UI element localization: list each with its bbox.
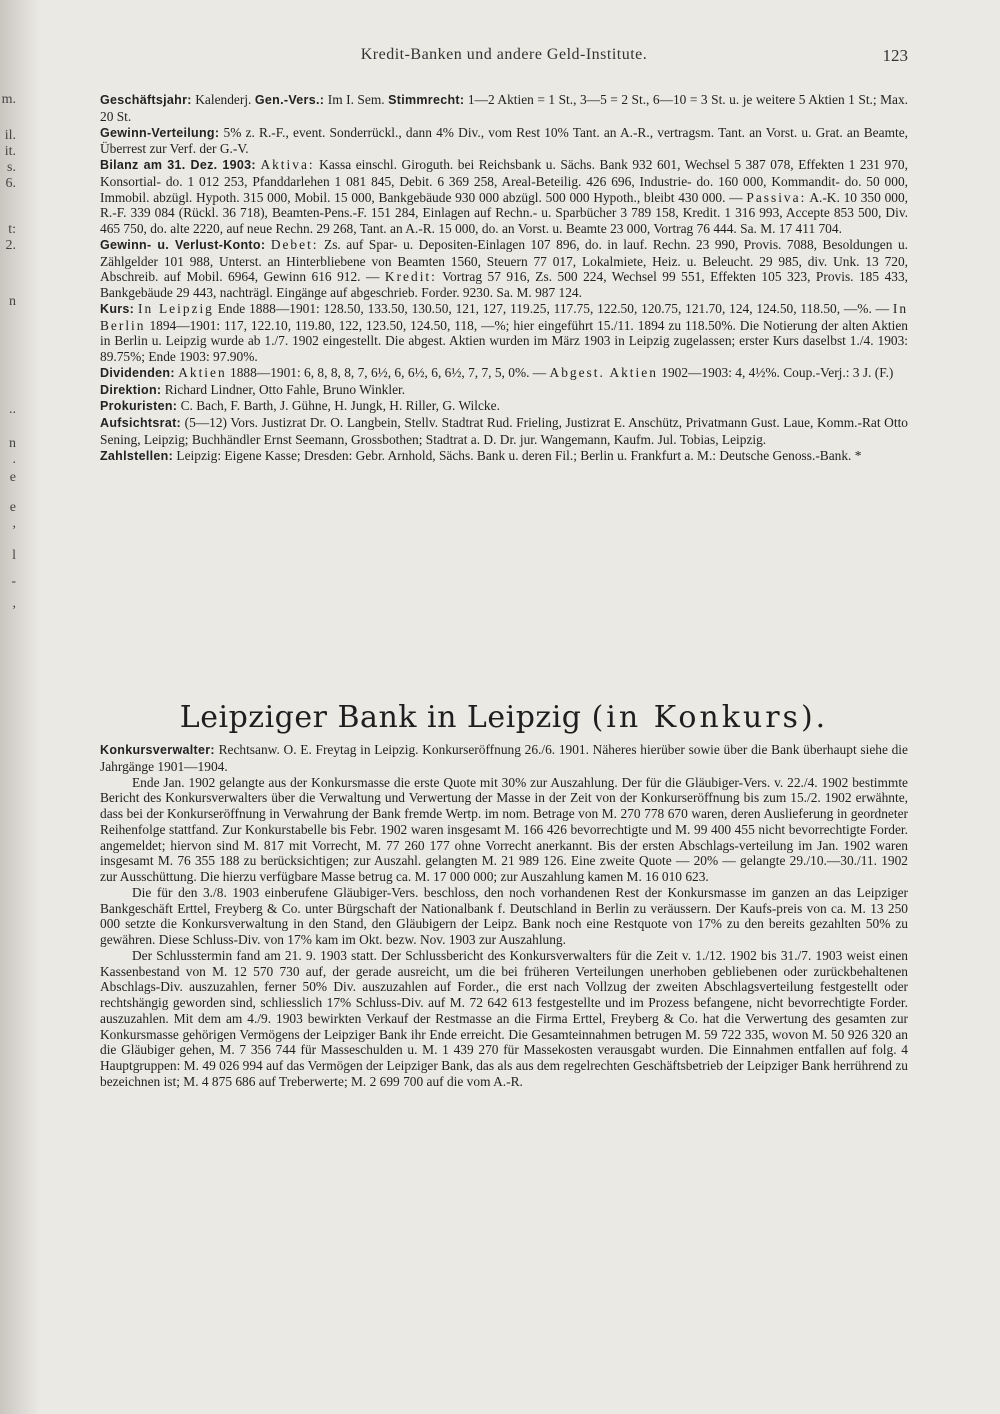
label-zahlstellen: Zahlstellen: (100, 448, 174, 463)
text-gv-kredit: Vortrag 57 916, Zs. 500 224, Wechsel 99 551, Effekten 105 323, Provis. 185 433, Bankgebäude 29 443, nachträgl. Eingänge auf abgeschrieb. Forder. 9230. Sa. M. 987 124. (100, 269, 908, 300)
section-title (100, 700, 908, 736)
word-debet: Debet: (270, 236, 319, 252)
margin-fragment: it. (4, 144, 16, 159)
margin-fragment: n (9, 436, 16, 451)
margin-fragment: e (9, 500, 16, 515)
paragraph-1: Ende Jan. 1902 gelangte aus der Konkursmasse die erste Quote mit 30% zur Auszahlung. Der für die Gläubiger-Vers. v. 22./4. 1902 bestimmte Bericht des Konkursverwalters über die Verwaltung und Verwertung der Masse in der Zeit von der Konkurseröffnung bis zum 15./2. 1902 erwähnte, dass bei der Konkurseröffnung in Verwahrung der Bank fremde Wertp. im nom. Betrage von M. 270 778 670 waren, deren Auslieferung in geordneter Reihenfolge stattfand. Zur Konkurstabelle bis Febr. 1902 waren insgesamt M. 166 426 bevorrechtigte und M. 99 400 455 nicht bevorrechtigte Forder. angemeldet; hiervon sind M. 817 mit Vorrecht, M. 77 260 177 ohne Vorrecht anerkannt. Bis der ersten Abschlags-verteilung im Jan. 1902 waren insgesamt M. 76 355 188 zu berücksichtigen; zur Auszahl. gelangten M. 21 989 126. Eine zweite Quote — 20% — gelangte 29./10.—30./11. 1902 zur Ausschüttung. Die hierzu verfügbare Masse betrug ca. M. 17 000 000; zur Auszahlung kamen M. 16 010 623. (100, 774, 908, 884)
text-bilanz-aktiva: Kassa einschl. Giroguth. bei Reichsbank u. Sächs. Bank 932 601, Wechsel 5 387 078, Effekten 1 231 970, Konsortial- do. 1 012 253, Pfanddarlehen 1 081 845, Debit. 6 369 258, Areal-Beteilig. 426 696, Industrie- do. 160 000, Kommandit- do. 50 000, Immobil. abzügl. Hypoth. 315 000, Mobil. 15 000, Bankgebäude 930 000 abzügl. 500 000 Hypoth., bleibt 430 000. — (100, 157, 908, 205)
entry-dividenden (100, 365, 908, 382)
text-zahlstellen: Leipzig: Eigene Kasse; Dresden: Gebr. Arnhold, Sächs. Bank u. deren Fil.; Berlin u. Frankfurt a. M.: Deutsche Genoss.-Bank. * (176, 447, 862, 463)
margin-fragment: il. (4, 128, 16, 143)
running-head: Kredit-Banken und andere Geld-Institute. (360, 46, 648, 63)
text-direktion: Richard Lindner, Otto Fahle, Bruno Winkler. (164, 381, 406, 397)
text-prokuristen: C. Bach, F. Barth, J. Gühne, H. Jungk, H. Riller, G. Wilcke. (180, 398, 500, 414)
text-gv-debet: Zs. auf Spar- u. Depositen-Einlagen 107 896, do. in lauf. Rechn. 23 990, Provis. 7088, Besoldungen u. Zählgelder 101 988, Unterst. an Hinterbliebene von Beamten 1560, Steuern 77 017, Lokalmiete, Heiz. u. Beleucht. 29 985, div. Unk. 13 720, Abschreib. auf Mobil. 6964, Gewinn 616 912. — (100, 236, 908, 285)
label-aufsichtsrat: Aufsichtsrat: (100, 416, 181, 430)
margin-fragment: e (9, 470, 16, 485)
margin-fragment: . (12, 452, 16, 467)
text-kurs-2: 1894—1901: 117, 122.10, 119.80, 122, 123.50, 124.50, 118, —%; hier eingeführt 15./11. 1894 zu 118.50%. Die Notierung der alten Aktien in Berlin u. Leipzig wurde ab 1./7. 1902 eingestellt. Die abgest. Aktien wurden im März 1903 in Leipzig zugelassen; erster Kurs daselbst 1./4. 1903: 89.75%; Ende 1903: 97.90%. (100, 317, 908, 364)
entry-aufsichtsrat (100, 415, 908, 448)
page-number: 123 (882, 46, 908, 65)
word-kredit: Kredit: (384, 269, 437, 285)
label-bilanz: Bilanz am 31. Dez. 1903: (100, 158, 256, 172)
margin-fragment: 2. (5, 238, 16, 253)
paragraph-2: Die für den 3./8. 1903 einberufene Gläubiger-Vers. beschloss, den noch vorhandenen Rest der Konkursmasse im ganzen an das Leipziger Bankgeschäft Erttel, Freyberg & Co. unter Bürgschaft der Nationalbank f. Deutschland in Berlin zu veräussern. Der Kaufs-preis von ca. M. 13 250 000 setzte die Konkursverwaltung in den Stand, den Gläubigern der Leipz. Bank noch eine Restquote von 17% zu den bereits gezahlten 50% zu gewähren. Diese Schluss-Div. von 17% kam im Okt. bezw. Nov. 1903 zur Auszahlung. (100, 884, 908, 947)
text-gewinn-verteilung: 5% z. R.-F., event. Sonderrückl., dann 4% Div., vom Rest 10% Tant. an A.-R., vertragsm. Tant. an Vorst. u. Grat. an Beamte, Überrest zur Verf. der G.-V. (100, 124, 908, 157)
label-gen-vers: Gen.-Vers.: (254, 93, 325, 107)
margin-fragment: s. (7, 160, 16, 175)
label-gewinn-verteilung: Gewinn-Verteilung: (100, 125, 220, 140)
entry-gewinn-verteilung (100, 125, 908, 158)
section-title-main: Leipziger Bank in Leipzig (179, 700, 582, 735)
word-aktien: Aktien (178, 364, 227, 380)
entry-gewinn-verlust (100, 237, 908, 301)
text-konkursverwalter: Rechtsanw. O. E. Freytag in Leipzig. Konkurseröffnung 26./6. 1901. Näheres hierüber sowie über die Bank überhaupt siehe die Jahrgänge 1901—1904. (100, 742, 908, 774)
label-geschaeftsjahr: Geschäftsjahr: (100, 93, 192, 107)
word-abgest-aktien: Abgest. Aktien (549, 364, 658, 380)
entry-kurs (100, 301, 908, 365)
text-gen-vers: Im I. Sem. (327, 92, 385, 107)
margin-fragment: n (9, 294, 16, 309)
label-prokuristen: Prokuristen: (100, 399, 178, 414)
text-dividenden-2: 1902—1903: 4, 4½%. Coup.-Verj.: 3 J. (F.) (661, 364, 894, 380)
word-passiva: Passiva: (746, 189, 807, 205)
margin-fragment: l (12, 548, 16, 563)
entry-zahlstellen (100, 448, 908, 465)
entry-bilanz (100, 157, 908, 237)
page-header (100, 46, 908, 70)
konkurs-block (100, 742, 908, 1090)
word-in-leipzig: In Leipzig (138, 300, 214, 316)
text-bilanz-passiva: A.-K. 10 350 000, R.-F. 339 084 (Rückl. 36 718), Beamten-Pens.-F. 151 284, Einlagen auf Rechn.- u. Sparbücher 3 789 158, Kredit. 1 316 993, Accepte 853 500, Div. 465 750, do. alte 2220, auf neue Rechn. 29 268, Tant. an A.-R. 15 000, do. an Vorst. u. Beamte 23 000, Vortrag 76 444. Sa. M. 17 411 704. (100, 189, 909, 236)
label-dividenden: Dividenden: (100, 365, 175, 380)
section-title-paren: (in Konkurs). (591, 700, 829, 735)
label-kurs: Kurs: (100, 301, 135, 316)
text-aufsichtsrat: (5—12) Vors. Justizrat Dr. O. Langbein, Stellv. Stadtrat Rud. Frieling, Justizrat E. Anschütz, Privatmann Gust. Laue, Komm.-Rat Otto Sening, Leipzig; Buchhändler Ernst Seemann, Grossbothen; Stadtrat a. D. Dr. jur. Wangemann, Kaufm. Jul. Tobias, Leipzig. (100, 415, 908, 447)
text-stimmrecht: 1—2 Aktien = 1 St., 3—5 = 2 St., 6—10 = 3 St. u. je weitere 5 Aktien 1 St.; Max. 20 St. (100, 92, 909, 124)
entry-konkursverwalter (100, 742, 908, 775)
text-dividenden: 1888—1901: 6, 8, 8, 8, 7, 6½, 6, 6½, 6, 6½, 7, 7, 5, 0%. — (230, 364, 547, 380)
binding-gutter (0, 0, 40, 1414)
entry-prokuristen (100, 398, 908, 415)
paragraph-3: Der Schlusstermin fand am 21. 9. 1903 statt. Der Schlussbericht des Konkursverwalters für die Zeit v. 1./12. 1902 bis 31./7. 1903 weist einen Kassenbestand von M. 12 570 730 auf, der gerade ausreicht, um die bei früheren Verteilungen unerhoben gebliebenen oder zurückbehaltenen Abschlags-Div. auszuzahlen, ferner 50% Div. auszuzahlen auf Forder., die erst nach Vollzug der zweiten Abschlagsverteilung festgestellt oder rechtshängig geworden sind, schliesslich 17% Schluss-Div. auf M. 72 642 613 festgestellte und im Prozess befangene, nicht bevorrechtigte Forder. auszuzahlen. Mit dem am 4./9. 1903 bewirkten Verkauf der Restmasse an die Firma Erttel, Freyberg & Co. hat die Verwertung des gesamten zur Konkursmasse gehörigen Vermögens der Leipziger Bank ihr Ende erreicht. Die Gesamteinnahmen betrugen M. 59 722 335, wovon M. 50 926 320 an die Gläubiger gehen, M. 7 356 744 für Masseschulden u. M. 1 439 270 für Massekosten verausgabt wurden. Die Einnahmen entfallen auf folg. 4 Hauptgruppen: M. 49 026 994 auf das Vermögen der Leipziger Bank, das als aus dem regelrechten Geschäftsbetrieb der Leipziger Bank herrührend zu bezeichnen ist; M. 4 875 686 auf Treberwerte; M. 2 699 700 auf die vom A.-R. (100, 947, 908, 1089)
label-konkursverwalter: Konkursverwalter: (100, 743, 215, 757)
label-stimmrecht: Stimmrecht: (388, 93, 465, 107)
entry-direktion (100, 382, 908, 399)
text-kurs-1: Ende 1888—1901: 128.50, 133.50, 130.50, 121, 127, 119.25, 117.75, 122.50, 120.75, 121.70, 124, 124.50, 118.50, —%. — (217, 300, 890, 316)
margin-fragment: t: (8, 222, 16, 237)
text-geschaeftsjahr: Kalenderj. (195, 92, 252, 107)
margin-fragment: .. (9, 402, 16, 417)
word-in-berlin: In Berlin (100, 300, 909, 333)
margin-fragment: , (12, 596, 16, 611)
label-gewinn-verlust: Gewinn- u. Verlust-Konto: (100, 237, 266, 252)
margin-fragment: - (11, 574, 16, 589)
entry-geschaeftsjahr (100, 92, 908, 125)
margin-fragment: 6. (5, 176, 16, 191)
word-aktiva: Aktiva: (260, 157, 315, 172)
label-direktion: Direktion: (100, 382, 162, 397)
company-details-block (100, 92, 908, 464)
margin-fragment: m. (1, 92, 16, 107)
margin-fragment: , (12, 516, 16, 531)
